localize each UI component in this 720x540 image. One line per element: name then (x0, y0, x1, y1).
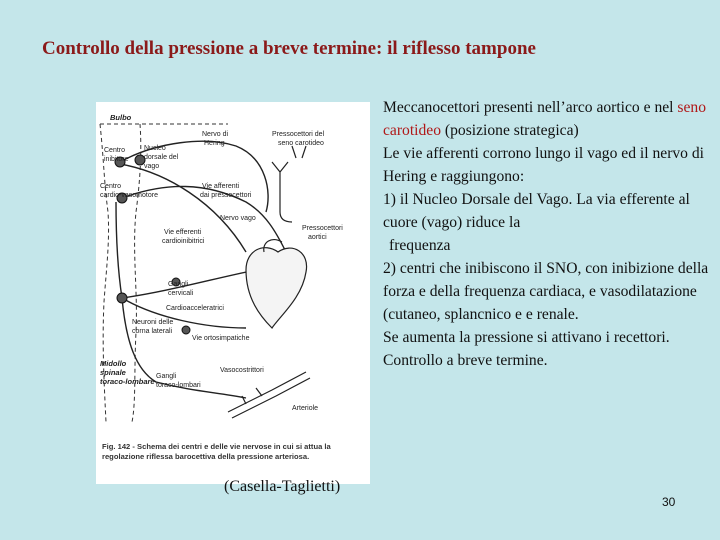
label-nucleo-3: vago (144, 163, 160, 170)
label-centro-cv-2: cardio-vasomotore (100, 192, 158, 199)
figure-caption-text: Schema dei centri e delle vie nervose in cui si attua la regolazione riflessa barocettiva della pressione arteriosa. (102, 442, 331, 461)
diagram-drawing (96, 102, 370, 442)
paragraph-point-2: 2) centri che inibiscono il SNO, con inibizione della forza e della frequenza cardiaca, e vasodilatazione (cutaneo, splancnico e e renale. (383, 260, 709, 323)
highlight-seno-carotideo: seno carotideo (383, 99, 706, 139)
label-midollo: Midollo (100, 359, 127, 368)
neuron-lateral-horn (117, 293, 127, 303)
label-vie-efferenti: Vie efferenti (164, 229, 202, 236)
label-neuroni: Neuroni delle (132, 319, 174, 326)
carotid-artery (272, 146, 306, 222)
label-press-aortici: Pressocettori (302, 225, 343, 232)
label-nucleo: Nucleo (144, 145, 166, 152)
page-number: 30 (662, 495, 676, 509)
label-centro-inibitore-2: inibitore (104, 156, 129, 163)
paragraph-mechanoreceptors (383, 96, 713, 142)
label-vie-afferenti-2: dai pressocettori (200, 192, 252, 199)
label-gangli-cervicali-2: cervicali (168, 290, 194, 297)
label-nervo-hering: Nervo di (202, 131, 229, 138)
label-press-carotideo: Pressocettori del (272, 131, 325, 138)
label-bulbo: Bulbo (110, 113, 132, 122)
baroreflex-diagram (96, 102, 370, 484)
paragraph-point-1: 1) il Nucleo Dorsale del Vago. La via efferente al cuore (vago) riduce la (383, 191, 690, 231)
figure-credit: (Casella-Taglietti) (224, 478, 341, 495)
figure-number: Fig. 142 - (102, 442, 135, 451)
label-centro-inibitore: Centro (104, 147, 126, 154)
body-text (383, 96, 713, 372)
slide-title: Controllo della pressione a breve termine: il riflesso tampone (42, 38, 536, 59)
label-gangli-toraco-lombari-2: toraco-lombari (156, 382, 201, 389)
paragraph-point-1-cont: frequenza (389, 237, 451, 254)
figure-caption (102, 442, 364, 462)
label-vasocostrittori: Vasocostrittori (220, 367, 264, 374)
label-press-aortici-2: aortici (308, 234, 327, 241)
paragraph-short-term-control: Controllo a breve termine. (383, 352, 548, 369)
label-press-carotideo-2: seno carotideo (278, 140, 324, 147)
label-centro-cv: Centro (100, 183, 122, 190)
label-nervo-vago: Nervo vago (220, 215, 256, 222)
paragraph-pressure-increase: Se aumenta la pressione si attivano i recettori. (383, 329, 670, 346)
label-gangli-cervicali: Gangli (168, 281, 189, 288)
label-gangli-toraco-lombari: Gangli (156, 373, 177, 380)
label-vie-afferenti: Vie afferenti (202, 183, 240, 190)
label-midollo-3: toraco-lombare (100, 377, 155, 386)
paragraph-afferent-pathways: Le vie afferenti corrono lungo il vago ed il nervo di Hering e raggiungono: (383, 145, 705, 185)
p1-text-b: (posizione strategica) (441, 122, 579, 139)
label-vie-ortosimpatiche: Vie ortosimpatiche (192, 335, 250, 342)
label-arteriole: Arteriole (292, 405, 319, 412)
label-neuroni-2: corna laterali (132, 328, 173, 335)
label-nucleo-2: dorsale del (144, 154, 179, 161)
neuron-thoracolumbar-ganglion (182, 326, 190, 334)
label-vie-efferenti-2: cardioinibitrici (162, 238, 205, 245)
heart-icon (246, 240, 307, 328)
label-cardioacceleratrici: Cardioacceleratrici (166, 305, 224, 312)
label-midollo-2: spinale (100, 368, 126, 377)
label-nervo-hering-2: Hering (204, 140, 225, 147)
p1-text-a: Meccanocettori presenti nell’arco aortico e nel (383, 99, 678, 116)
